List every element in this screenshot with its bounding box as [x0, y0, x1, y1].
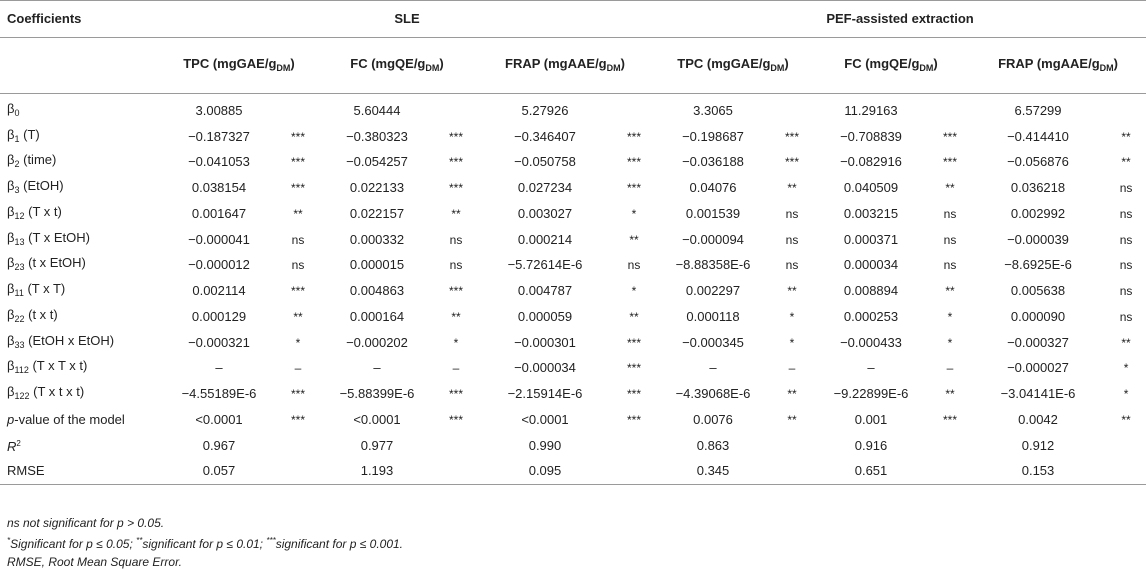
- significance-cell: **: [629, 232, 639, 247]
- value-cell: −5.88399E-6: [339, 386, 415, 402]
- significance-cell: **: [451, 206, 461, 221]
- significance-cell: **: [1121, 412, 1131, 427]
- significance-cell: ***: [627, 335, 642, 350]
- value-cell: 5.60444: [353, 102, 401, 118]
- value-cell: −0.000433: [840, 334, 902, 350]
- value-cell: 0.000129: [191, 308, 247, 324]
- significance-cell: [1106, 433, 1146, 459]
- value-cell: 0.057: [160, 459, 278, 485]
- value-cell: 0.967: [202, 437, 236, 453]
- significance-cell: [1106, 94, 1146, 124]
- value-cell: 1.193: [318, 459, 436, 485]
- value-cell: 0.038154: [191, 180, 247, 196]
- value-cell: 0.001647: [191, 205, 247, 221]
- significance-cell: *: [789, 309, 795, 324]
- row-label: $\beta_2$ (time): [7, 152, 57, 170]
- note-rmse: RMSE, Root Mean Square Error.: [7, 555, 182, 569]
- significance-cell: **: [293, 206, 303, 221]
- value-cell: −0.708839: [840, 128, 902, 144]
- significance-cell: **: [945, 387, 955, 402]
- value-cell: −0.000027: [1007, 360, 1069, 376]
- significance-cell: [436, 459, 476, 485]
- significance-cell: ***: [290, 412, 305, 427]
- row-label: $\beta_{33}$ (EtOH x EtOH): [7, 332, 115, 350]
- significance-cell: *: [947, 335, 953, 350]
- group-header-sle: SLE: [160, 1, 654, 38]
- value-cell: −0.198687: [682, 128, 744, 144]
- value-cell: −0.380323: [346, 128, 408, 144]
- value-cell: 5.27926: [521, 102, 569, 118]
- group-header-pef: PEF-assisted extraction: [654, 1, 1146, 38]
- significance-cell: ***: [448, 181, 463, 196]
- row-label: $\beta_{23}$ (t x EtOH): [7, 255, 86, 273]
- row-label: $\beta_{13}$ (T x EtOH): [7, 229, 90, 247]
- significance-cell: **: [787, 412, 797, 427]
- value-cell: <0.0001: [195, 411, 243, 427]
- value-cell: −0.082916: [840, 154, 902, 170]
- significance-cell: –: [946, 361, 954, 376]
- value-cell: −2.15914E-6: [507, 386, 583, 402]
- value-cell: 0.000059: [517, 308, 573, 324]
- value-cell: 0.345: [654, 459, 772, 485]
- significance-cell: *: [947, 309, 953, 324]
- value-cell: −0.036188: [682, 154, 744, 170]
- significance-cell: [772, 433, 812, 459]
- significance-cell: [278, 459, 318, 485]
- significance-cell: ***: [448, 155, 463, 170]
- row-label: $\beta_{12}$ (T x t): [7, 203, 62, 221]
- value-cell: 0.990: [528, 437, 562, 453]
- column-header: TPC $(mgGAE/g_{DM})$: [654, 38, 812, 94]
- value-cell: –: [867, 360, 875, 376]
- column-header: FRAP $(mgAAE/g_{DM})$: [476, 38, 654, 94]
- value-cell: 0.022157: [349, 205, 405, 221]
- value-cell: –: [373, 360, 381, 376]
- value-cell: −0.054257: [346, 154, 408, 170]
- significance-cell: **: [787, 181, 797, 196]
- column-header: FC $(mgQE/g_{DM})$: [318, 38, 476, 94]
- significance-cell: *: [789, 335, 795, 350]
- significance-cell: ***: [290, 129, 305, 144]
- value-cell: −0.414410: [1007, 128, 1069, 144]
- value-cell: 3.00885: [195, 102, 243, 118]
- row-label: $\beta_0$: [7, 100, 20, 118]
- value-cell: 0.004787: [517, 283, 573, 299]
- value-cell: 0.040509: [843, 180, 899, 196]
- table-row: [0, 201, 1146, 227]
- value-cell: −0.000327: [1007, 334, 1069, 350]
- header-row-columns: [0, 38, 1146, 94]
- table-row: [0, 278, 1146, 304]
- significance-cell: ***: [290, 284, 305, 299]
- significance-cell: **: [1121, 155, 1131, 170]
- table-body: [0, 94, 1146, 485]
- value-cell: 0.0076: [693, 411, 733, 427]
- table-row: [0, 381, 1146, 407]
- significance-cell: ns: [1119, 232, 1133, 247]
- significance-cell: ***: [290, 181, 305, 196]
- value-cell: 11.29163: [844, 102, 898, 118]
- value-cell: −0.050758: [514, 154, 576, 170]
- significance-cell: **: [629, 309, 639, 324]
- table-notes: [7, 514, 403, 571]
- significance-cell: **: [945, 181, 955, 196]
- significance-cell: ***: [785, 155, 800, 170]
- significance-cell: ns: [943, 206, 957, 221]
- row-label: RMSE: [0, 459, 160, 485]
- value-cell: 0.0042: [1018, 411, 1058, 427]
- significance-cell: [614, 459, 654, 485]
- note-significance: *Significant for p ≤ 0.05; **significant for p ≤ 0.01; ***significant for p ≤ 0.001.: [7, 536, 404, 551]
- significance-cell: [772, 459, 812, 485]
- significance-cell: ***: [290, 155, 305, 170]
- value-cell: −0.000012: [188, 257, 250, 273]
- significance-cell: [436, 433, 476, 459]
- significance-cell: **: [945, 284, 955, 299]
- significance-cell: **: [787, 387, 797, 402]
- significance-cell: ns: [1119, 309, 1133, 324]
- significance-cell: [772, 94, 812, 124]
- significance-cell: ns: [291, 258, 305, 273]
- table-row: [0, 253, 1146, 279]
- value-cell: −0.000039: [1007, 231, 1069, 247]
- significance-cell: ns: [1119, 258, 1133, 273]
- significance-cell: [614, 94, 654, 124]
- significance-cell: *: [295, 335, 301, 350]
- value-cell: −5.72614E-6: [507, 257, 583, 273]
- value-cell: −0.000034: [514, 360, 576, 376]
- value-cell: 0.001: [854, 411, 888, 427]
- value-cell: <0.0001: [353, 411, 401, 427]
- table-row: [0, 94, 1146, 124]
- significance-cell: ***: [627, 129, 642, 144]
- value-cell: −0.056876: [1007, 154, 1069, 170]
- significance-cell: *: [631, 206, 637, 221]
- significance-cell: –: [452, 361, 460, 376]
- value-cell: 0.977: [360, 437, 394, 453]
- column-header: FRAP $(mgAAE/g_{DM})$: [970, 38, 1146, 94]
- value-cell: 0.863: [696, 437, 730, 453]
- significance-cell: ***: [943, 412, 958, 427]
- significance-cell: –: [294, 361, 302, 376]
- significance-cell: ***: [627, 387, 642, 402]
- table-row: [0, 227, 1146, 253]
- value-cell: 0.916: [854, 437, 888, 453]
- value-cell: 0.000214: [517, 231, 573, 247]
- table-row: [0, 304, 1146, 330]
- significance-cell: ***: [448, 129, 463, 144]
- value-cell: 0.003027: [517, 205, 573, 221]
- value-cell: −3.04141E-6: [1000, 386, 1076, 402]
- significance-cell: [278, 433, 318, 459]
- value-cell: 0.651: [812, 459, 930, 485]
- value-cell: 0.153: [970, 459, 1106, 485]
- note-ns: ns not significant for p > 0.05.: [7, 516, 165, 530]
- value-cell: −0.000301: [514, 334, 576, 350]
- row-label: $\beta_{112}$ (T x T x t): [7, 358, 88, 376]
- significance-cell: ***: [785, 129, 800, 144]
- significance-cell: [930, 433, 970, 459]
- value-cell: −0.000041: [188, 231, 250, 247]
- table-row: [0, 433, 1146, 459]
- value-cell: 0.004863: [349, 283, 405, 299]
- significance-cell: *: [453, 335, 459, 350]
- value-cell: 0.000034: [843, 257, 899, 273]
- value-cell: 0.002297: [685, 283, 741, 299]
- value-cell: 0.002992: [1010, 205, 1066, 221]
- column-header: TPC $(mgGAE/g_{DM})$: [160, 38, 318, 94]
- significance-cell: ns: [1119, 284, 1133, 299]
- value-cell: −0.346407: [514, 128, 576, 144]
- value-cell: −9.22899E-6: [833, 386, 909, 402]
- coefficients-header: Coefficients: [0, 1, 160, 38]
- table-row: [0, 459, 1146, 485]
- value-cell: 0.000090: [1010, 308, 1066, 324]
- significance-cell: ns: [449, 232, 463, 247]
- table-row: [0, 175, 1146, 201]
- value-cell: 0.000118: [686, 308, 740, 324]
- column-header: FC $(mgQE/g_{DM})$: [812, 38, 970, 94]
- significance-cell: **: [1121, 335, 1131, 350]
- value-cell: 0.095: [476, 459, 614, 485]
- value-cell: 6.57299: [1014, 102, 1062, 118]
- table-row: [0, 407, 1146, 433]
- row-label: $\beta_{22}$ (t x t): [7, 306, 58, 324]
- value-cell: 0.000164: [349, 308, 405, 324]
- significance-cell: ns: [785, 258, 799, 273]
- significance-cell: ***: [943, 129, 958, 144]
- significance-cell: ***: [627, 155, 642, 170]
- significance-cell: *: [1123, 361, 1129, 376]
- significance-cell: ***: [448, 284, 463, 299]
- significance-cell: **: [1121, 129, 1131, 144]
- significance-cell: ***: [448, 412, 463, 427]
- value-cell: −8.88358E-6: [675, 257, 751, 273]
- value-cell: 0.912: [1021, 437, 1055, 453]
- table-row: [0, 356, 1146, 382]
- significance-cell: ns: [785, 206, 799, 221]
- table-row: [0, 124, 1146, 150]
- significance-cell: ns: [449, 258, 463, 273]
- significance-cell: [1106, 459, 1146, 485]
- row-label: $\beta_{11}$ (T x T): [7, 281, 66, 299]
- value-cell: −0.041053: [188, 154, 250, 170]
- significance-cell: **: [787, 284, 797, 299]
- significance-cell: [614, 433, 654, 459]
- value-cell: −0.000094: [682, 231, 744, 247]
- value-cell: −0.000321: [188, 334, 250, 350]
- value-cell: −8.6925E-6: [1004, 257, 1072, 273]
- table-row: [0, 330, 1146, 356]
- significance-cell: ns: [943, 232, 957, 247]
- value-cell: 0.000253: [843, 308, 899, 324]
- value-cell: 3.3065: [693, 102, 733, 118]
- significance-cell: *: [631, 284, 637, 299]
- significance-cell: [930, 94, 970, 124]
- significance-cell: –: [788, 361, 796, 376]
- value-cell: –: [709, 360, 717, 376]
- significance-cell: ***: [448, 387, 463, 402]
- value-cell: −0.000202: [346, 334, 408, 350]
- header-blank: [0, 38, 160, 94]
- header-row-groups: [0, 1, 1146, 38]
- significance-cell: [278, 94, 318, 124]
- value-cell: −0.000345: [682, 334, 744, 350]
- value-cell: 0.005638: [1010, 283, 1066, 299]
- value-cell: 0.003215: [843, 205, 899, 221]
- value-cell: −0.187327: [188, 128, 250, 144]
- value-cell: 0.001539: [685, 205, 741, 221]
- significance-cell: ***: [627, 181, 642, 196]
- significance-cell: ***: [943, 155, 958, 170]
- row-label: $\beta_1$ (T): [7, 126, 40, 144]
- significance-cell: ns: [785, 232, 799, 247]
- value-cell: 0.000332: [349, 231, 405, 247]
- value-cell: 0.04076: [689, 180, 737, 196]
- value-cell: −4.55189E-6: [181, 386, 257, 402]
- value-cell: –: [215, 360, 223, 376]
- significance-cell: **: [451, 309, 461, 324]
- significance-cell: [930, 459, 970, 485]
- value-cell: 0.027234: [517, 180, 573, 196]
- significance-cell: ns: [291, 232, 305, 247]
- significance-cell: ns: [627, 258, 641, 273]
- significance-cell: ns: [1119, 181, 1133, 196]
- significance-cell: ***: [290, 387, 305, 402]
- table-row: [0, 150, 1146, 176]
- significance-cell: ***: [627, 361, 642, 376]
- value-cell: 0.002114: [192, 283, 246, 299]
- row-label: $\beta_{122}$ (T x t x t): [7, 384, 85, 402]
- value-cell: −4.39068E-6: [675, 386, 751, 402]
- significance-cell: ns: [1119, 206, 1133, 221]
- row-label: p-value of the model: [7, 411, 125, 427]
- value-cell: 0.022133: [349, 180, 405, 196]
- significance-cell: **: [293, 309, 303, 324]
- significance-cell: ***: [627, 412, 642, 427]
- value-cell: 0.000015: [349, 257, 405, 273]
- row-label: $\beta_3$ (EtOH): [7, 178, 64, 196]
- row-label: $R^2$: [7, 439, 21, 455]
- significance-cell: ns: [943, 258, 957, 273]
- significance-cell: *: [1123, 387, 1129, 402]
- value-cell: 0.008894: [843, 283, 899, 299]
- value-cell: <0.0001: [521, 411, 569, 427]
- significance-cell: [436, 94, 476, 124]
- value-cell: 0.036218: [1010, 180, 1066, 196]
- value-cell: 0.000371: [843, 231, 899, 247]
